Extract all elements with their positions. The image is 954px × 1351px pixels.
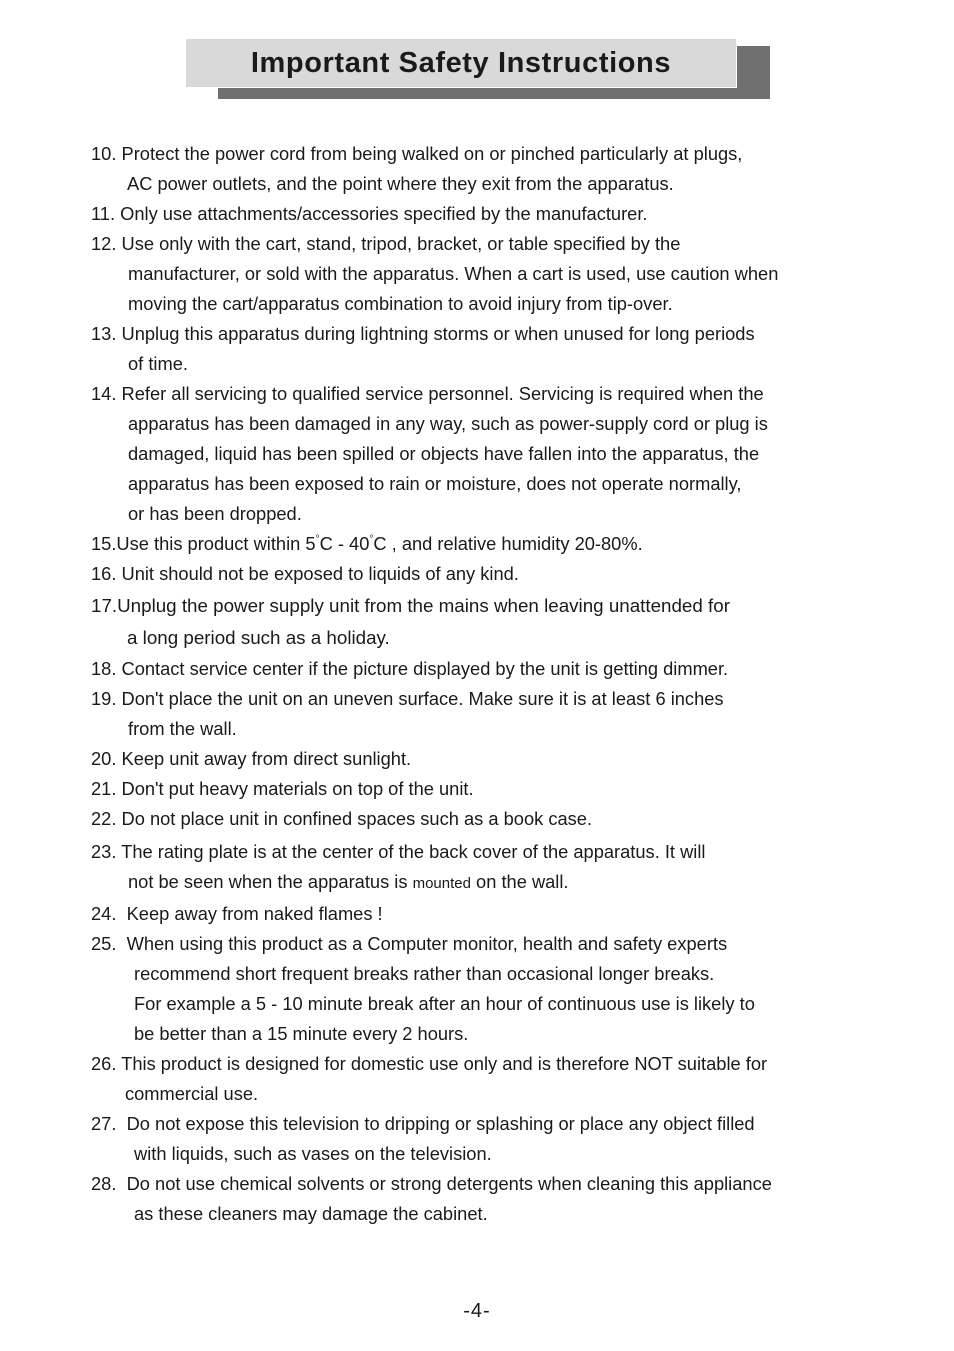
item-text: Don't place the unit on an uneven surface. Make sure it is at least 6 inches	[121, 688, 724, 709]
item-text: damaged, liquid has been spilled or objects have fallen into the apparatus, the	[128, 443, 760, 464]
item-text: C , and relative humidity 20-80%.	[373, 533, 643, 554]
list-item	[91, 559, 891, 589]
item-text: apparatus has been damaged in any way, such as power-supply cord or plug is	[128, 413, 768, 434]
item-text: not be seen when the apparatus is	[128, 871, 413, 892]
item-text: from the wall.	[128, 718, 237, 739]
list-item	[91, 774, 891, 804]
item-text: moving the cart/apparatus combination to avoid injury from tip-over.	[128, 293, 673, 314]
item-number: 19.	[91, 688, 122, 709]
item-text: be better than a 15 minute every 2 hours.	[134, 1023, 469, 1044]
item-text: C - 40	[319, 533, 370, 554]
item-text: or has been dropped.	[128, 503, 302, 524]
item-text: a long period such as a holiday.	[127, 627, 390, 648]
item-text: Keep away from naked flames !	[126, 903, 383, 924]
list-item	[91, 804, 891, 834]
item-number: 24.	[91, 903, 127, 924]
item-text: Only use attachments/accessories specified by the manufacturer.	[120, 203, 648, 224]
list-item	[91, 139, 891, 199]
item-text: commercial use.	[125, 1083, 259, 1104]
list-item	[91, 229, 891, 319]
item-number: 22.	[91, 808, 122, 829]
item-text: as these cleaners may damage the cabinet.	[134, 1203, 488, 1224]
list-item	[91, 684, 891, 744]
item-text: Do not use chemical solvents or strong detergents when cleaning this appliance	[126, 1173, 772, 1194]
item-text: Protect the power cord from being walked on or pinched particularly at plugs,	[121, 143, 743, 164]
title-box	[185, 38, 737, 88]
item-number: 26.	[91, 1053, 122, 1074]
degree-symbol: °	[315, 534, 320, 545]
list-item	[91, 654, 891, 684]
item-text: mounted	[412, 875, 471, 892]
item-text: When using this product as a Computer monitor, health and safety experts	[126, 933, 728, 954]
item-text: AC power outlets, and the point where they exit from the apparatus.	[127, 173, 674, 194]
list-item	[91, 199, 891, 229]
list-item	[91, 319, 891, 379]
item-text: manufacturer, or sold with the apparatus. When a cart is used, use caution when	[128, 263, 779, 284]
item-number: 25.	[91, 933, 127, 954]
item-text: Do not place unit in confined spaces such as a book case.	[121, 808, 593, 829]
item-number: 15.	[91, 533, 117, 554]
item-text: Do not expose this television to dripping or splashing or place any object filled	[126, 1113, 755, 1134]
item-text: on the wall.	[470, 871, 569, 892]
item-number: 16.	[91, 563, 122, 584]
item-number: 23.	[91, 841, 122, 862]
item-number: 10.	[91, 143, 122, 164]
item-text: For example a 5 - 10 minute break after an hour of continuous use is likely to	[134, 993, 755, 1014]
list-item	[91, 929, 891, 1049]
page-number: -4-	[463, 1300, 491, 1322]
item-text: Contact service center if the picture displayed by the unit is getting dimmer.	[121, 658, 729, 679]
item-number: 21.	[91, 778, 122, 799]
item-text: This product is designed for domestic use only and is therefore NOT suitable for	[121, 1053, 768, 1074]
item-text: with liquids, such as vases on the television.	[134, 1143, 492, 1164]
item-text: recommend short frequent breaks rather than occasional longer breaks.	[134, 963, 715, 984]
list-item	[91, 899, 891, 929]
item-text: Refer all servicing to qualified service personnel. Servicing is required when the	[121, 383, 764, 404]
item-number: 17.	[91, 595, 118, 616]
item-text: Don't put heavy materials on top of the unit.	[121, 778, 474, 799]
list-item	[91, 529, 891, 559]
item-text: Unplug this apparatus during lightning storms or when unused for long periods	[121, 323, 755, 344]
item-text: Use only with the cart, stand, tripod, bracket, or table specified by the	[121, 233, 681, 254]
list-item	[91, 1109, 891, 1169]
item-text: Unplug the power supply unit from the mains when leaving unattended for	[117, 595, 730, 616]
item-text: The rating plate is at the center of the back cover of the apparatus. It will	[121, 841, 706, 862]
item-number: 14.	[91, 383, 122, 404]
list-item	[91, 837, 891, 899]
item-number: 13.	[91, 323, 122, 344]
item-text: Use this product within 5	[116, 533, 316, 554]
list-item	[91, 1169, 891, 1229]
item-number: 18.	[91, 658, 122, 679]
page-title: Important Safety Instructions	[250, 46, 672, 79]
item-number: 28.	[91, 1173, 127, 1194]
list-item	[91, 590, 891, 654]
list-item	[91, 379, 891, 529]
item-text: apparatus has been exposed to rain or moisture, does not operate normally,	[128, 473, 742, 494]
list-item	[91, 1049, 891, 1109]
item-number: 11.	[91, 203, 121, 224]
item-text: Unit should not be exposed to liquids of any kind.	[121, 563, 519, 584]
item-text: Keep unit away from direct sunlight.	[121, 748, 412, 769]
list-item	[91, 744, 891, 774]
item-number: 27.	[91, 1113, 127, 1134]
degree-symbol: °	[369, 534, 374, 545]
item-text: of time.	[128, 353, 188, 374]
item-number: 12.	[91, 233, 122, 254]
item-number: 20.	[91, 748, 122, 769]
safety-instructions-list	[91, 139, 891, 1229]
